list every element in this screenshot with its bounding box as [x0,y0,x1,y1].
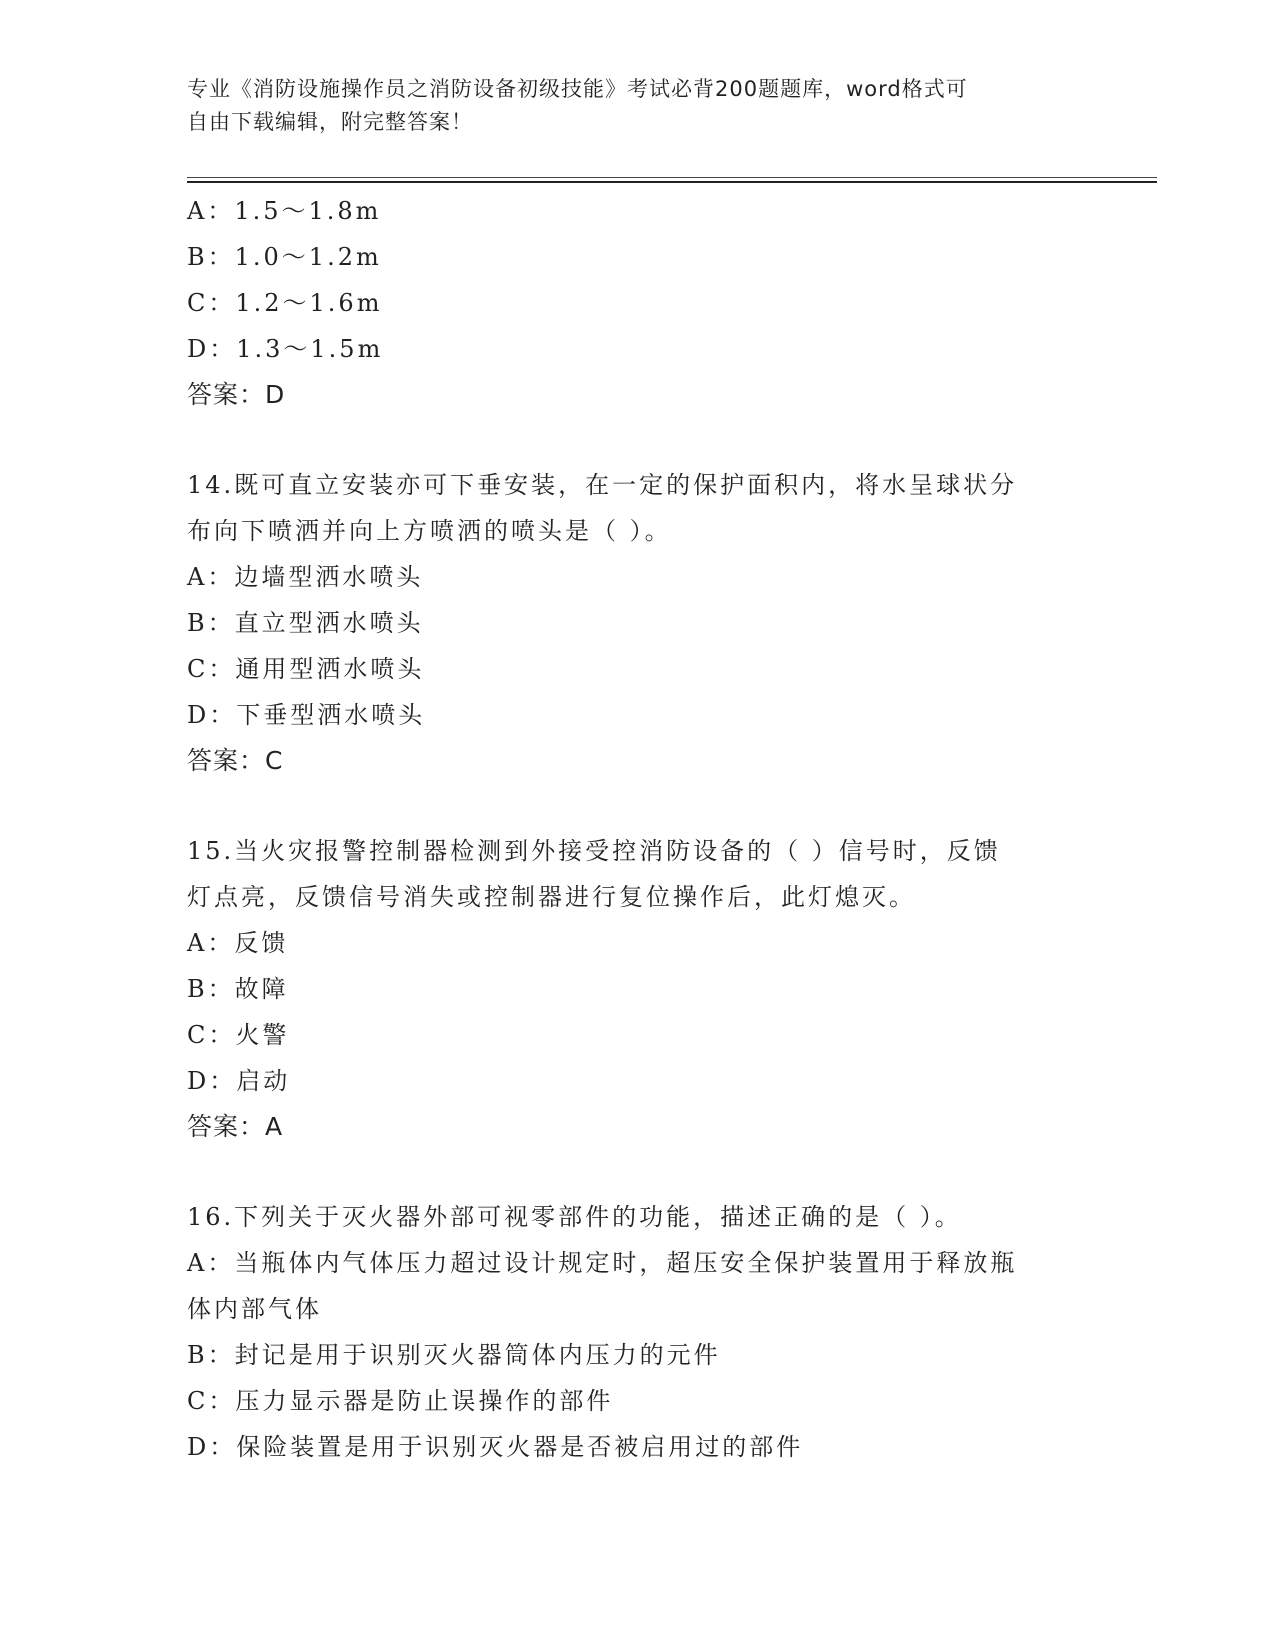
option-a: A：反馈 [187,929,289,957]
spacer [187,784,1087,828]
option-d: D：保险装置是用于识别灭火器是否被启用过的部件 [187,1433,804,1461]
option-a: A：1.5～1.8m [187,197,382,225]
option-c: C：通用型洒水喷头 [187,655,425,683]
question-stem-line-2: 布向下喷洒并向上方喷洒的喷头是（ ）。 [187,517,672,545]
option-b: B：直立型洒水喷头 [187,609,424,637]
spacer [187,1150,1087,1194]
header-divider-thin [187,177,1157,178]
document-header [187,73,1087,139]
question-stem [187,828,1087,920]
option-c: C：火警 [187,1021,290,1049]
header-line-2: 自由下载编辑，附完整答案！ [187,110,473,134]
option-b: B：1.0～1.2m [187,243,382,271]
question-stem [187,1194,1087,1240]
option-d: D：1.3～1.5m [187,335,384,363]
option-a [187,1240,1087,1332]
header-divider-thick [187,181,1157,183]
answer: 答案：C [187,746,284,775]
option-c: C：压力显示器是防止误操作的部件 [187,1387,614,1415]
question-stem-line-1: 14.既可直立安装亦可下垂安装，在一定的保护面积内，将水呈球状分 [187,471,1018,499]
option-c: C：1.2～1.6m [187,289,383,317]
question-16 [187,1194,1087,1470]
answer: 答案：A [187,1112,284,1141]
option-b: B：故障 [187,975,289,1003]
question-list [187,188,1087,1470]
question-stem [187,462,1087,554]
question-stem-line-2: 灯点亮，反馈信号消失或控制器进行复位操作后，此灯熄灭。 [187,883,916,911]
option-d: D：启动 [187,1067,291,1095]
option-a-line-1: A：当瓶体内气体压力超过设计规定时，超压安全保护装置用于释放瓶 [187,1249,1018,1277]
spacer [187,418,1087,462]
question-stem-line-1: 16.下列关于灭火器外部可视零部件的功能，描述正确的是（ ）。 [187,1203,962,1231]
option-a: A：边墙型洒水喷头 [187,563,424,591]
option-a-line-2: 体内部气体 [187,1295,322,1323]
answer: 答案：D [187,380,286,409]
question-stem-line-1: 15.当火灾报警控制器检测到外接受控消防设备的（ ）信号时，反馈 [187,837,1001,865]
option-b: B：封记是用于识别灭火器筒体内压力的元件 [187,1341,721,1369]
question-15 [187,828,1087,1150]
question-13 [187,188,1087,418]
question-14 [187,462,1087,784]
header-line-1: 专业《消防设施操作员之消防设备初级技能》考试必背200题题库，word格式可 [187,77,968,101]
option-d: D：下垂型洒水喷头 [187,701,426,729]
